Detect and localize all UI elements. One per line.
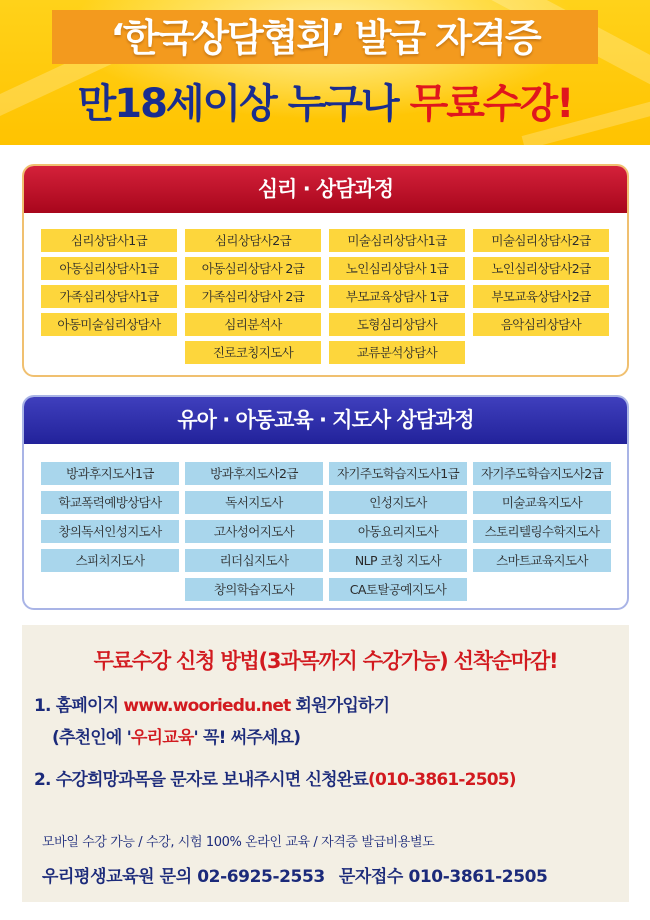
headline-eligibility: 만18세이상 누구나 [77,81,410,127]
course-item[interactable]: 독서지도사 [185,491,323,514]
sms-phone-number[interactable]: (010-3861-2505) [367,770,516,790]
referrer-name: 우리교육 [130,728,194,748]
course-item[interactable]: 아동심리상담사1급 [41,257,177,280]
course-item[interactable]: 인성지도사 [329,491,467,514]
headline-free-highlight: 무료수강! [409,81,573,127]
course-item[interactable]: 자기주도학습지도사1급 [329,462,467,485]
course-item[interactable]: 교류분석상담사 [329,341,465,364]
promo-header [0,0,650,145]
course-item[interactable]: 자기주도학습지도사2급 [473,462,611,485]
step-2-text: 2. 수강희망과목을 문자로 보내주시면 신청완료 [34,770,368,790]
course-item[interactable]: 아동심리상담사 2급 [185,257,321,280]
headline-free-course [20,72,630,136]
course-item[interactable]: 스마트교육지도사 [473,549,611,572]
headline-certificate: ‘한국상담협회’ 발급 자격증 [110,16,540,60]
course-item[interactable]: 부모교육상담사 1급 [329,285,465,308]
application-method-title: 무료수강 신청 방법(3과목까지 수강가능) 선착순마감! [93,649,558,673]
course-note: 모바일 수강 가능 / 수강, 시험 100% 온라인 교육 / 자격증 발급비용별도 [42,835,435,850]
course-item[interactable]: 가족심리상담사 2급 [185,285,321,308]
course-item[interactable]: 심리상담사2급 [185,229,321,252]
course-item[interactable]: 방과후지도사2급 [185,462,323,485]
course-item[interactable]: 아동미술심리상담사 [41,313,177,336]
application-info [22,625,629,902]
step-2 [34,765,516,790]
course-item[interactable]: 진로코칭지도사 [185,341,321,364]
course-item[interactable]: 음악심리상담사 [473,313,609,336]
course-item[interactable]: 도형심리상담사 [329,313,465,336]
course-item[interactable]: NLP 코칭 지도사 [329,549,467,572]
course-item[interactable]: 노인심리상담사2급 [473,257,609,280]
course-item[interactable]: 미술심리상담사1급 [329,229,465,252]
step-1 [34,691,389,716]
homepage-link[interactable]: www.wooriedu.net [123,696,291,716]
section-title: 유아 · 아동교육 · 지도사 상담과정 [24,397,627,444]
step-1-prefix: 1. 홈페이지 [34,696,124,716]
course-item[interactable]: 부모교육상담사2급 [473,285,609,308]
course-item[interactable]: 창의학습지도사 [185,578,323,601]
course-item[interactable]: 창의독서인성지도사 [41,520,179,543]
course-item[interactable]: 스토리텔링수학지도사 [473,520,611,543]
referrer-note [52,723,300,748]
contact-line [42,862,547,887]
course-item[interactable]: 고사성어지도사 [185,520,323,543]
psychology-counseling-section [22,164,629,377]
child-education-section [22,395,629,610]
course-item[interactable]: 아동요리지도사 [329,520,467,543]
course-item[interactable]: 심리분석사 [185,313,321,336]
course-item[interactable]: 리더십지도사 [185,549,323,572]
course-item[interactable]: CA토탈공예지도사 [329,578,467,601]
course-item[interactable]: 가족심리상담사1급 [41,285,177,308]
course-item[interactable]: 미술교육지도사 [473,491,611,514]
inquiry-phone[interactable]: 우리평생교육원 문의 02-6925-2553 [42,867,325,887]
course-item[interactable]: 심리상담사1급 [41,229,177,252]
section-title: 심리 · 상담과정 [24,166,627,213]
course-item[interactable]: 노인심리상담사 1급 [329,257,465,280]
course-item[interactable]: 스피치지도사 [41,549,179,572]
step-1-suffix: 회원가입하기 [290,696,390,716]
sms-contact[interactable]: 문자접수 010-3861-2505 [338,867,548,887]
course-item[interactable]: 학교폭력예방상담사 [41,491,179,514]
referrer-prefix: (추천인에 ' [52,728,131,748]
referrer-suffix: ' 꼭! 써주세요) [193,728,301,748]
course-item[interactable]: 미술심리상담사2급 [473,229,609,252]
course-item[interactable]: 방과후지도사1급 [41,462,179,485]
